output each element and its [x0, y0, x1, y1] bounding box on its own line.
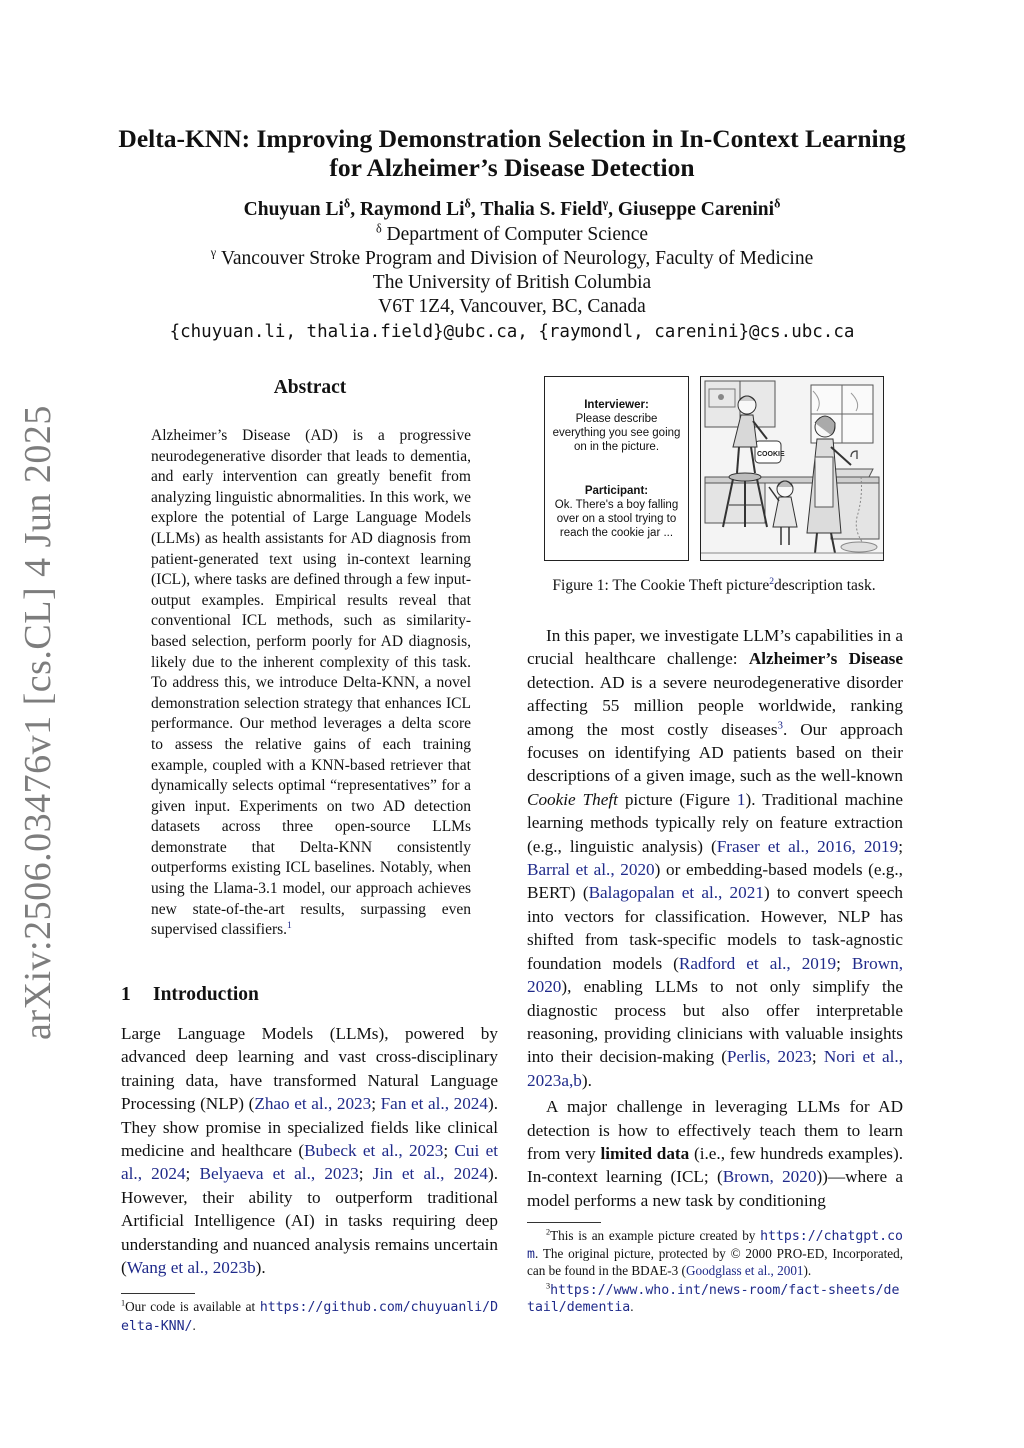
text-run: ). Traditional machine learning methods typically rely on feature extraction (e.g., linguistic analysis) ( — [527, 789, 903, 856]
figure-dialogue-box — [544, 376, 689, 561]
text-run: ))—where a model performs a new task by conditioning — [527, 1167, 903, 1210]
abstract-body — [151, 426, 471, 941]
footnote-2 — [527, 1228, 903, 1280]
citation-link[interactable]: Balagopalan et al., 2021 — [588, 883, 764, 903]
who-fact-sheet-link[interactable]: https://www.who.int/news-room/fact-sheets/detail/dementia — [527, 1282, 900, 1315]
arxiv-identifier-stamp: arXiv:2506.03476v1 [cs.CL] 4 Jun 2025 — [17, 405, 59, 1040]
cookie-jar-label: COOKIE — [757, 451, 785, 458]
citation-link[interactable]: Brown, 2020 — [527, 953, 903, 997]
figure-caption — [525, 577, 903, 595]
footnotes-right — [527, 1228, 903, 1317]
affiliation-address: V6T 1Z4, Vancouver, BC, Canada — [378, 296, 646, 317]
text-run: (i.e., few hundreds examples). In-context learning (ICL; ( — [527, 1143, 903, 1187]
text-run: ; — [185, 1164, 200, 1184]
chatgpt-link[interactable]: https://chatgpt.com — [527, 1229, 903, 1262]
citation-link[interactable]: Radford et al., 2019 — [678, 953, 837, 973]
author-affiliation-mark: δ — [343, 196, 351, 211]
participant-label: Participant: — [584, 485, 649, 497]
affiliation-department — [100, 221, 924, 246]
text-run: ; — [836, 953, 852, 973]
emphasis-text: Alzheimer’s Disease — [748, 649, 904, 669]
caption-text: Figure 1: The Cookie Theft picture — [552, 577, 770, 594]
affiliation-mark: γ — [210, 245, 217, 260]
interviewer-prompt — [545, 398, 688, 454]
affiliation-department-text: Department of Computer Science — [386, 224, 649, 245]
footnote-mark[interactable]: 2 — [769, 575, 774, 587]
section-heading-introduction — [121, 984, 259, 1006]
citation-link[interactable]: Nori et al., 2023a,b — [527, 1047, 903, 1090]
author-name: Giuseppe Carenini — [617, 199, 775, 220]
text-run: ; — [811, 1047, 824, 1067]
author-affiliation-mark: δ — [774, 196, 781, 211]
abstract-text: Alzheimer’s Disease (AD) is a progressive neurodegenerative disorder that leads to dementia, and early intervention can greatly benefit from analyzing linguistic abnormalities. In this work, we explore the potential of Large Language Models (LLMs) as health assistants for AD diagnosis from patient-generated text using in-context learning (ICL), where tasks are defined through a few input-output examples. Empirical results reveal that conventional ICL methods, such as similarity-based selection, perform poorly for AD diagnosis, likely due to the inherent complexity of this task. To address this, we introduce Delta-KNN, a novel demonstration selection strategy that enhances ICL performance. Our method leverages a delta score to assess the relative gains of each training example, coupled with a KNN-based retriever that dynamically selects optimal “representatives” for a given input. Experiments on two AD detection datasets across three open-source LLMs demonstrate that Delta-KNN consistently outperforms existing ICL baselines. Notably, when using the Llama-3.1 model, our approach achieves new state-of-the-art results, surpassing even supervised classifiers. — [151, 427, 471, 939]
author-affiliation-mark: γ — [602, 196, 609, 211]
citation-link[interactable]: Wang et al., 2023b — [126, 1258, 256, 1278]
abstract-heading: Abstract — [273, 377, 347, 398]
affiliation-stroke-program-text: Vancouver Stroke Program and Division of Neurology, Faculty of Medicine — [220, 248, 814, 269]
footnote-1 — [121, 1298, 498, 1336]
text-run: ). They show promise in specialized fields like clinical medicine and healthcare ( — [121, 1094, 499, 1161]
text-run: ). — [255, 1258, 266, 1278]
author-name: Thalia S. Field — [480, 199, 603, 220]
participant-text: Ok. There's a boy falling over on a stool trying to reach the cookie jar ... — [554, 499, 679, 539]
affiliation-stroke-program — [100, 245, 924, 270]
text-run: ; — [443, 1141, 455, 1161]
footnote-text: . The original picture, protected by © 2000 PRO-ED, Incorporated, can be found in the BDAE-3 ( — [527, 1245, 903, 1278]
figure-reference-link[interactable]: 1 — [736, 789, 746, 809]
citation-link[interactable]: Belyaeva et al., 2023 — [199, 1164, 359, 1184]
section-number: 1 — [121, 984, 131, 1005]
text-run: ). — [581, 1070, 592, 1090]
body-paragraph — [527, 1095, 903, 1212]
text-run: ; — [358, 1164, 373, 1184]
footnote-mark[interactable]: 1 — [287, 920, 292, 932]
code-repository-link[interactable]: https://github.com/chuyuanli/Delta-KNN/ — [121, 1300, 499, 1334]
cookie-theft-sketch — [701, 377, 883, 560]
footnote-text: Our code is available at — [125, 1299, 256, 1314]
citation-link[interactable]: Zhao et al., 2023 — [254, 1094, 372, 1114]
footnote-mark: 2 — [546, 1227, 551, 1237]
author-affiliation-mark: δ — [464, 196, 471, 211]
citation-link[interactable]: Barral et al., 2020 — [527, 860, 655, 880]
text-run: . — [192, 1318, 196, 1333]
paper-title — [100, 124, 924, 182]
text-run: ). However, their ability to outperform traditional Artificial Intelligence (AI) in tasks requiring deep understanding and nuanced analysis remains uncertain ( — [121, 1164, 499, 1278]
footnote-mark: 1 — [121, 1298, 126, 1308]
text-run: ) to convert speech into vectors for classification. However, NLP has shifted from task-specific models to task-agnostic foundation models ( — [527, 883, 903, 973]
body-paragraph — [527, 624, 903, 1092]
participant-response — [545, 484, 688, 540]
caption-text: description task. — [774, 577, 876, 594]
footnote-divider — [527, 1222, 601, 1223]
author-emails: {chuyuan.li, thalia.field}@ubc.ca, {raymondl, carenini}@cs.ubc.ca — [169, 322, 855, 342]
footnote-text: This is an example picture created by — [550, 1228, 756, 1243]
footnote-text: ). — [803, 1263, 812, 1278]
text-run: ) or embedding-based models (e.g., BERT) ( — [527, 860, 903, 903]
paper-title-line-1: Delta-KNN: Improving Demonstration Selection in In-Context Learning — [118, 124, 906, 153]
citation-link[interactable]: Fraser et al., 2016, 2019 — [716, 836, 899, 856]
author-name: Chuyuan Li — [243, 199, 344, 220]
cookie-theft-picture — [700, 376, 884, 561]
text-run: detection. AD is a severe neurodegenerative disorder affecting 55 million people worldwide, ranking among the most costly diseases — [527, 672, 903, 739]
text-run: Large Language Models (LLMs), powered by advanced deep learning and vast cross-disciplinary training data, have transformed Natural Language Processing (NLP) ( — [121, 1024, 498, 1114]
citation-link[interactable]: Goodglass et al., 2001 — [685, 1263, 804, 1278]
citation-link[interactable]: Fan et al., 2024 — [380, 1094, 488, 1114]
italic-text: Cookie Theft — [527, 789, 618, 809]
text-run: ; — [371, 1094, 381, 1114]
footnote-mark[interactable]: 3 — [777, 719, 783, 731]
citation-link[interactable]: Brown, 2020 — [722, 1167, 817, 1187]
affiliation-university: The University of British Columbia — [372, 272, 652, 293]
text-run: ; — [898, 836, 903, 856]
affiliation-mark: δ — [375, 221, 382, 236]
introduction-paragraph — [121, 1022, 498, 1279]
citation-link[interactable]: Cui et al., 2024 — [121, 1141, 498, 1184]
emphasis-text: limited data — [600, 1143, 690, 1163]
author-name: Raymond Li — [359, 199, 465, 220]
text-run: . — [630, 1299, 634, 1314]
text-run: picture (Figure — [617, 789, 737, 809]
citation-link[interactable]: Bubeck et al., 2023 — [304, 1141, 444, 1161]
interviewer-label: Interviewer: — [584, 399, 649, 411]
author-list: Chuyuan $Li^\delta$, Raymond $Li^\delta$, Thalia S. Field$^\gamma$, Giuseppe Carenini$^\delta$ — [243, 196, 781, 220]
paper-title-line-2: for Alzheimer’s Disease Detection — [329, 153, 695, 182]
footnote-divider — [121, 1293, 195, 1294]
text-run: A major challenge in leveraging LLMs for AD detection is how to effectively teach them to learn from very — [527, 1097, 903, 1163]
citation-link[interactable]: Perlis, 2023 — [726, 1047, 812, 1067]
interviewer-text: Please describe everything you see going on in the picture. — [552, 413, 681, 453]
footnote-3 — [527, 1282, 903, 1317]
section-title: Introduction — [153, 984, 259, 1005]
text-run: ), enabling LLMs to not only simplify the diagnostic process but also offer interpretable reasoning, providing clinicians with valuable insights into their decision-making ( — [527, 977, 903, 1067]
text-run: . Our approach focuses on identifying AD patients based on their descriptions of a given image, such as the well-known — [527, 719, 903, 786]
right-column-body — [527, 624, 903, 1212]
footnote-mark: 3 — [546, 1281, 551, 1291]
text-run: In this paper, we investigate LLM’s capabilities in a crucial healthcare challenge: — [527, 626, 903, 669]
citation-link[interactable]: Jin et al., 2024 — [372, 1164, 488, 1184]
